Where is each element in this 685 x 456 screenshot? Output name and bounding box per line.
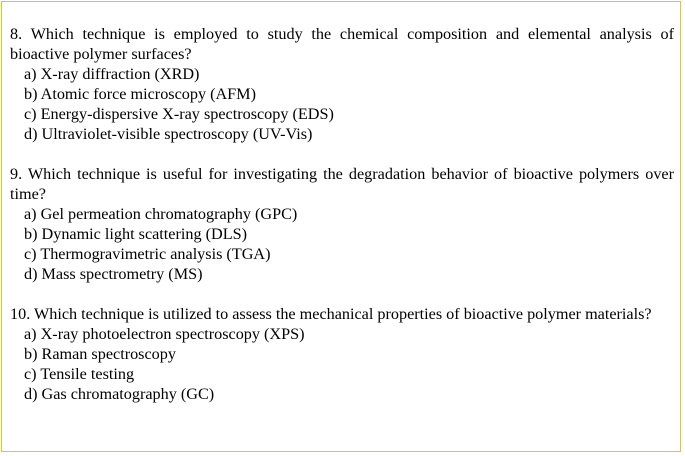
question-9-option-b: b) Dynamic light scattering (DLS) bbox=[24, 225, 247, 243]
question-8-options bbox=[10, 64, 674, 144]
question-8-option-b: b) Atomic force microscopy (AFM) bbox=[24, 85, 256, 103]
question-9-option-a: a) Gel permeation chromatography (GPC) bbox=[24, 205, 298, 223]
question-10-option-b: b) Raman spectroscopy bbox=[24, 345, 176, 363]
question-10 bbox=[10, 304, 674, 404]
question-9-option-c: c) Thermogravimetric analysis (TGA) bbox=[24, 245, 271, 263]
question-8-option-c: c) Energy-dispersive X-ray spectroscopy (EDS) bbox=[24, 105, 334, 123]
question-10-option-a: a) X-ray photoelectron spectroscopy (XPS) bbox=[24, 325, 305, 343]
question-9-options bbox=[10, 204, 674, 284]
question-9-stem: 9. Which technique is useful for investigating the degradation behavior of bioactive polymers over time? bbox=[10, 165, 674, 203]
question-10-options bbox=[10, 324, 674, 404]
question-10-stem: 10. Which technique is utilized to assess the mechanical properties of bioactive polymer materials? bbox=[10, 305, 652, 323]
question-9 bbox=[10, 164, 674, 284]
question-10-option-d: d) Gas chromatography (GC) bbox=[24, 385, 215, 403]
question-8 bbox=[10, 24, 674, 144]
question-9-option-d: d) Mass spectrometry (MS) bbox=[24, 265, 203, 283]
question-8-option-d: d) Ultraviolet-visible spectroscopy (UV-Vis) bbox=[24, 125, 313, 143]
quiz-document bbox=[10, 24, 674, 424]
question-8-stem: 8. Which technique is employed to study the chemical composition and elemental analysis of bioactive polymer surfaces? bbox=[10, 25, 674, 63]
question-10-option-c: c) Tensile testing bbox=[24, 365, 135, 383]
question-8-option-a: a) X-ray diffraction (XRD) bbox=[24, 65, 200, 83]
